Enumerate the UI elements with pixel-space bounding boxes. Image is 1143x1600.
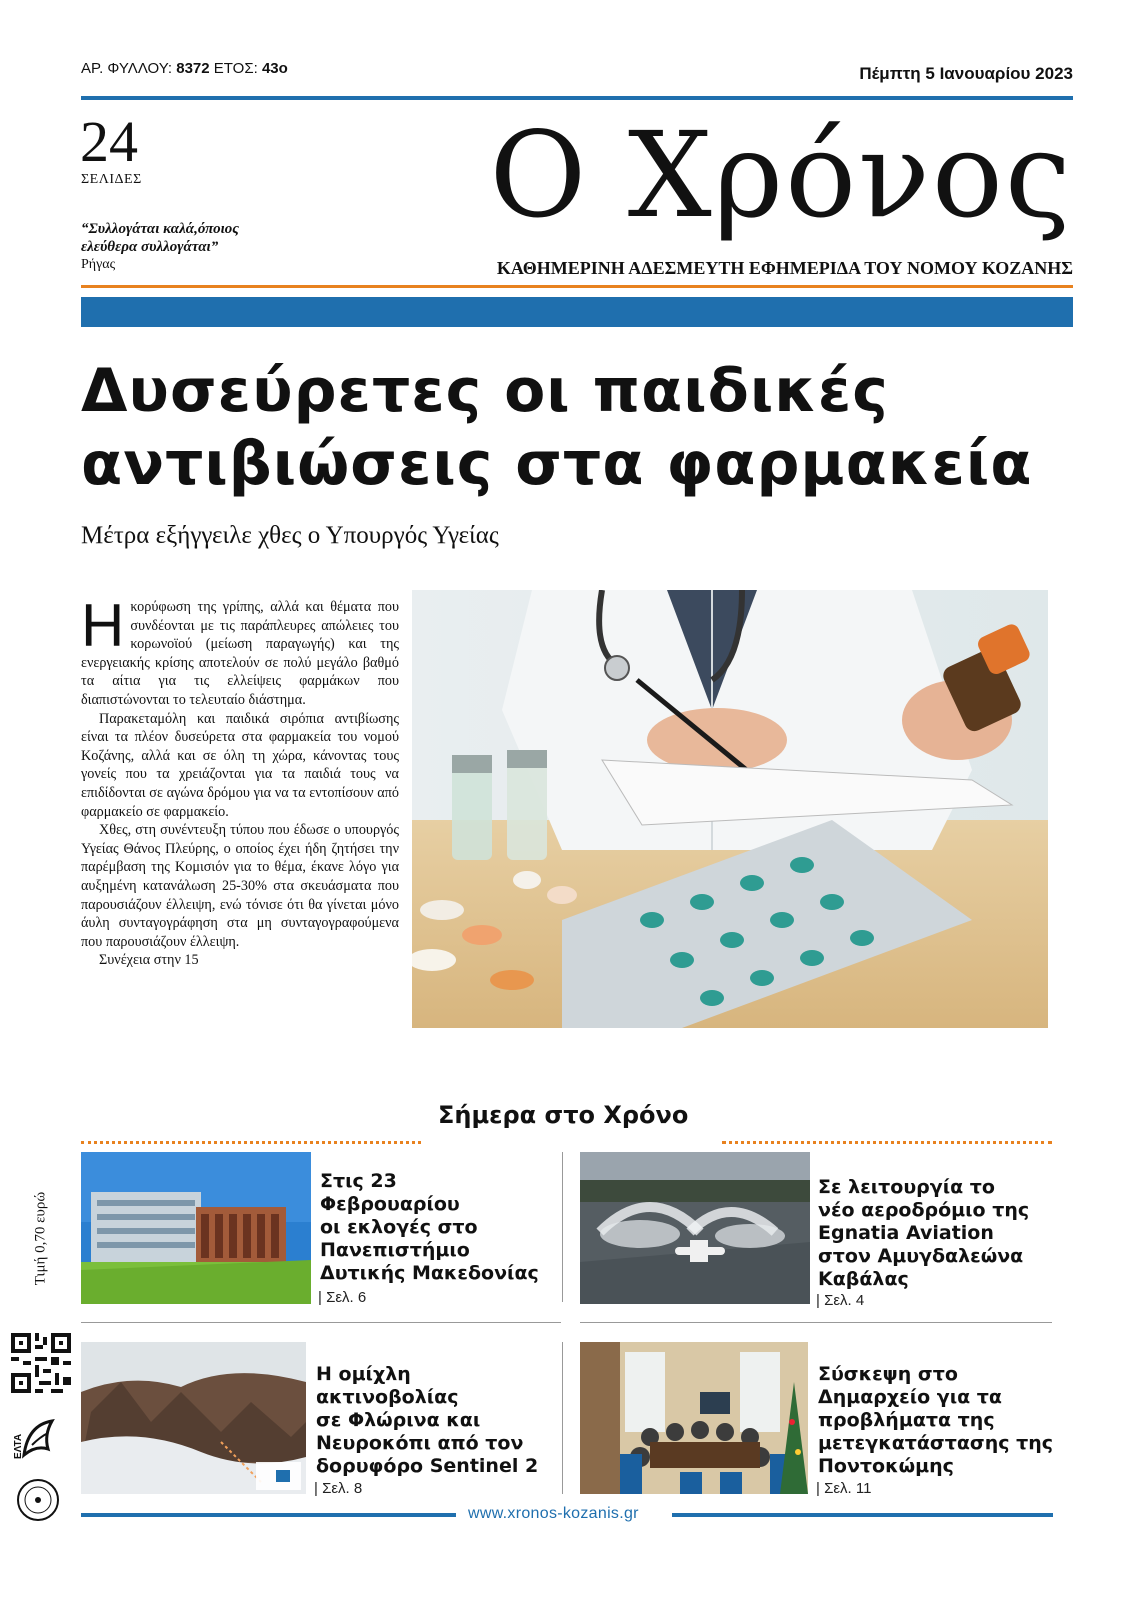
teaser-2-title-line: στον Αμυγδαλεώνα: [818, 1245, 1024, 1267]
lead-article-body: [81, 592, 399, 970]
lead-paragraph-2: Παρακεταμόλη και παιδικά σιρόπια αντιβίωσης είναι τα πλέον δυσεύρετα στα φαρμακεία του νομού Κοζάνης, αλλά και σε όλη τη χώρα, κάνοντας τους γονείς που τα χρειάζονται για τα παιδιά τους να επιδίδονται σε αγώνα δρόμου για να τα εντοπίσουν από φαρμακείο σε φαρμακείο.: [81, 710, 399, 820]
teaser-2-photo[interactable]: [580, 1152, 810, 1304]
teaser-4-title-line: Ποντοκώμης: [818, 1455, 954, 1477]
lead-subheadline: Μέτρα εξήγγειλε χθες ο Υπουργός Υγείας: [81, 522, 499, 549]
footer-rule-left: [81, 1513, 456, 1517]
teaser-3-photo[interactable]: [81, 1342, 306, 1494]
teaser-4-title-line: προβλήματα της: [818, 1409, 995, 1431]
orange-rule: [81, 285, 1073, 288]
teaser-1-title-line: Στις 23: [320, 1170, 397, 1192]
lead-paragraph-3: Χθες, στη συνέντευξη τύπου που έδωσε ο υπουργός Υγείας Θάνος Πλεύρης, ο οποίος έχει ήδη ζητήσει την παρέμβαση της Κομισιόν για το θέμα, έκανε λόγο για αυξημένη κατανάλωση 25-30% στα σκευάσματα που παρουσιάζουν έλλειψη, ενώ τόνισε ότι θα γίνεται μόνο άυλη συνταγογράφηση στα μη συνταγογραφούμενα που παρουσιάζουν έλλειψη.: [81, 822, 399, 950]
section-dots-right: [722, 1141, 1052, 1144]
teaser-divider-bottom: [562, 1342, 563, 1494]
lead-photo: [412, 590, 1048, 1028]
issue-info: [81, 60, 288, 77]
teaser-3-title-line: δορυφόρο Sentinel 2: [316, 1455, 539, 1477]
pages-count: 24: [80, 109, 138, 174]
teaser-3-title-line: Νευροκόπι από τον: [316, 1432, 524, 1454]
newspaper-title: Ο Χρόνος: [489, 106, 1073, 244]
teaser-divider-top: [562, 1152, 563, 1302]
teaser-2-title-line: νέο αεροδρόμιο της: [818, 1199, 1030, 1221]
teaser-4-title-line: μετεγκατάστασης της: [818, 1432, 1054, 1454]
elta-logo-text: ΕΛΤΑ: [13, 1433, 25, 1460]
year-number: 43ο: [261, 60, 288, 77]
teaser-1-title-line: Δυτικής Μακεδονίας: [320, 1262, 539, 1284]
teaser-2-page-ref[interactable]: | Σελ. 4: [816, 1292, 865, 1309]
newspaper-subtitle: ΚΑΘΗΜΕΡΙΝΗ ΑΔΕΣΜΕΥΤΗ ΕΦΗΜΕΡΙΔΑ ΤΟΥ ΝΟΜΟΥ ΚΟΖΑΝΗΣ: [496, 258, 1073, 278]
issue-date: Πέμπτη 5 Ιανουαρίου 2023: [859, 64, 1073, 83]
teaser-1-title-line: Πανεπιστήμιο: [320, 1239, 470, 1261]
issue-label: ΑΡ. ΦΥΛΛΟΥ:: [81, 60, 173, 77]
postage-stamp-icon: [16, 1478, 60, 1522]
teaser-1-title-line: Φεβρουαρίου: [320, 1193, 460, 1215]
issue-number: 8372: [176, 60, 210, 77]
lead-headline-line2: αντιβιώσεις στα φαρμακεία: [81, 429, 1033, 499]
year-label: ΕΤΟΣ:: [213, 60, 258, 77]
teaser-4-title-line: Σύσκεψη στο: [818, 1363, 958, 1385]
footer-website-link[interactable]: www.xronos-kozanis.gr: [468, 1505, 639, 1522]
lead-paragraph-1: κορύφωση της γρίπης, αλλά και θέματα που συνδέονται με τις παράπλευρες απώλειες του κορωνοϊού (μείωση παραγωγής) και της ενεργειακής κρίσης αποτελούν σε πολύ μεγάλο βαθμό τα αίτια για τις ελλείψεις φαρμάκων που διαπιστώνονται το τελευταίο διάστημα.: [81, 599, 399, 708]
teaser-1-page-ref[interactable]: | Σελ. 6: [318, 1289, 367, 1306]
motto-quote: [81, 220, 239, 256]
blue-band: [81, 297, 1073, 327]
motto-author: Ρήγας: [81, 257, 116, 272]
teaser-row-separator: [81, 1322, 561, 1323]
lead-headline-line1: Δυσεύρετες οι παιδικές: [81, 356, 889, 426]
teaser-3-title-line: Η ομίχλη: [316, 1363, 411, 1385]
teaser-4-page-ref[interactable]: | Σελ. 11: [816, 1480, 872, 1497]
teaser-3-title[interactable]: [316, 1363, 556, 1478]
teaser-2-title[interactable]: [818, 1176, 1053, 1291]
teaser-4-photo[interactable]: [580, 1342, 808, 1494]
teaser-3-page-ref[interactable]: | Σελ. 8: [314, 1480, 363, 1497]
teaser-4-title-line: Δημαρχείο για τα: [818, 1386, 1002, 1408]
section-dots-left: [81, 1141, 421, 1144]
footer-rule-right: [672, 1513, 1053, 1517]
motto-line2: ελεύθερα συλλογάται”: [81, 239, 219, 255]
teaser-1-title[interactable]: [320, 1170, 545, 1285]
pages-label: ΣΕΛΙΔΕΣ: [81, 172, 142, 187]
teaser-2-title-line: Καβάλας: [818, 1268, 909, 1290]
qr-code-icon[interactable]: [11, 1333, 71, 1393]
teaser-2-title-line: Σε λειτουργία το: [818, 1176, 995, 1198]
motto-line1: “Συλλογάται καλά,όποιος: [81, 221, 239, 237]
teaser-1-title-line: οι εκλογές στο: [320, 1216, 478, 1238]
top-blue-rule: [81, 96, 1073, 100]
elta-logo: [14, 1415, 64, 1473]
teaser-row-separator-right: [580, 1322, 1052, 1323]
teaser-3-title-line: σε Φλώρινα και: [316, 1409, 481, 1431]
teaser-4-title[interactable]: [818, 1363, 1058, 1478]
teaser-2-title-line: Egnatia Aviation: [818, 1222, 994, 1244]
lead-continued-link[interactable]: Συνέχεια στην 15: [99, 952, 199, 969]
teaser-1-photo[interactable]: [81, 1152, 311, 1304]
lead-headline: [81, 355, 1081, 501]
teaser-3-title-line: ακτινοβολίας: [316, 1386, 459, 1408]
section-title: Σήμερα στο Χρόνο: [438, 1101, 689, 1129]
price-label: Τιμή 0,70 ευρώ: [32, 1191, 49, 1286]
lead-dropcap: Η: [81, 592, 125, 659]
